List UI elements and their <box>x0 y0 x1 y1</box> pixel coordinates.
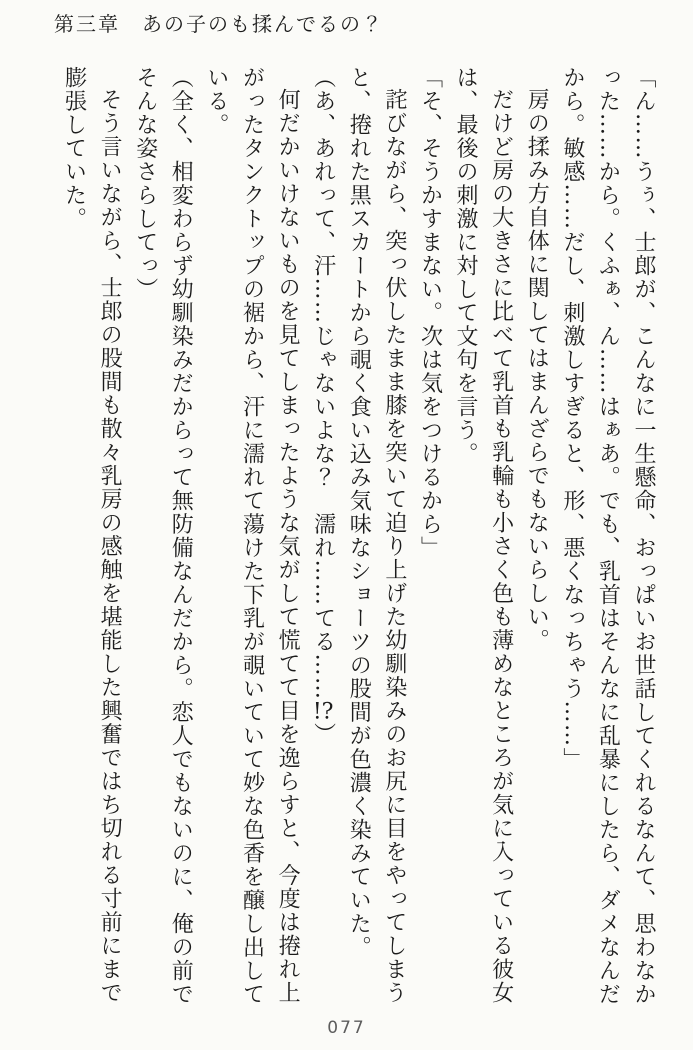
paragraph: 詫びながら、突っ伏したまま膝を突いて迫り上げた幼馴染みのお尻に目をやってしまうと、捲れた黒スカートから覗く食い込み気味なショーツの股間が色濃く染みていた。 <box>346 66 407 1005</box>
paragraph <box>305 66 341 1012</box>
interrobang-text: !? <box>312 700 334 723</box>
paragraph: だけど房の大きさに比べて乳首も乳輪も小さく色も薄めなところが気に入っている彼女は、最後の刺激に対して文句を言う。 <box>453 66 514 1005</box>
chapter-number: 第三章 <box>54 12 120 36</box>
page-number: 077 <box>327 1018 366 1038</box>
page-text <box>55 66 661 1012</box>
paragraph: 何だかいけないものを見てしまったような気がして慌てて目を逸らすと、今度は捲れ上がったタンクトップの裾から、汗に濡れて蕩けた下乳が覗いていて妙な色香を醸し出している。 <box>203 66 301 1006</box>
chapter-header <box>54 8 384 37</box>
paragraph: 「そ、そうかすまない。次は気をつけるから」 <box>417 66 443 560</box>
paragraph-text: （あ、あれって、汗……じゃないよな？ 濡れ……てる…… <box>310 66 336 701</box>
paragraph: 房の揉み方自体に関してはまんざらでもないらしい。 <box>524 88 550 652</box>
paragraph: 「ん……うぅ、士郎が、こんなに一生懸命、おっぱいお世話してくれるなんて、思わなかった……から。くふぁ、ん……はぁあ。でも、乳首はそんなに乱暴にしたら、ダメなんだから。敏感……だし、刺激しすぎると、形、悪くなっちゃう……」 <box>559 66 656 1006</box>
paragraph-text: ） <box>310 722 336 746</box>
paragraph: （全く、相変わらず幼馴染みだからって無防備なんだから。恋人でもないのに、俺の前でそんな姿さらしてっ） <box>132 66 194 1006</box>
paragraph: そう言いながら、士郎の股間も散々乳房の感触を堪能した興奮ではち切れる寸前にまで膨張していた。 <box>61 66 123 1005</box>
chapter-title: あの子のも揉んでるの？ <box>142 12 384 36</box>
